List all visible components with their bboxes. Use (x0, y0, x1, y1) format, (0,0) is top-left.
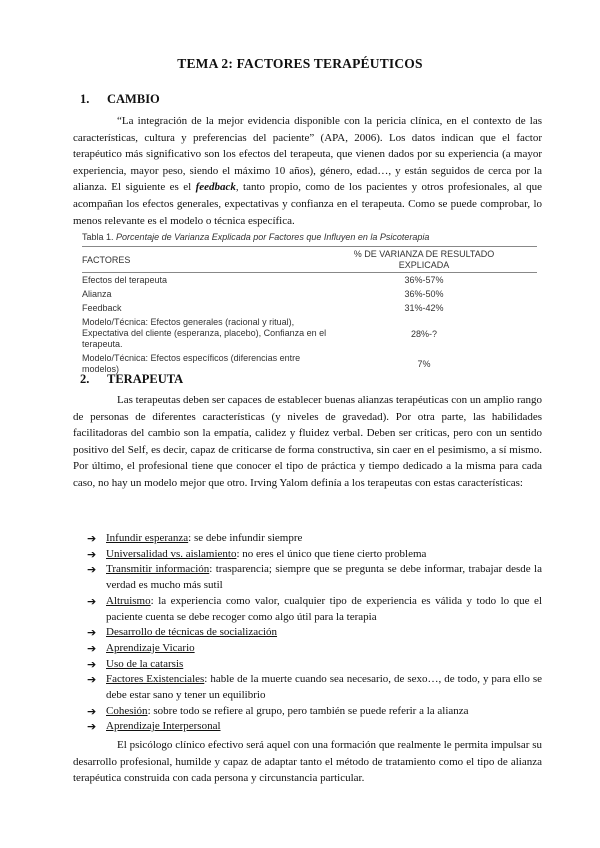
list-item-desc: : se debe infundir siempre (188, 532, 303, 544)
section-number: 1. (80, 92, 90, 106)
list-item-term: Cohesión (106, 704, 148, 717)
arrow-right-icon: ➔ (87, 563, 97, 577)
terapeuta-text-1: Las terapeutas deben ser capaces de establecer buenas alianzas terapéuticas con un amplio rango de personas de diferentes características (y niveles de gravedad). Por otra parte, las habilidades facilitadoras del cambio son la empatía, calidez y fluidez verbal. Deben ser críticas, pero con un sentido positivo del Self, es decir, capaz de criticarse de forma constructiva, sin caer en el pesimismo, a sí mismo. Por último, el profesional tiene que conocer el tipo de práctica y tiempo dedicado a la misma para cada caso, no hay un modelo mejor que otro. Irving Yalom definía a los terapeutas con estas características: (73, 394, 542, 489)
list-item (87, 562, 542, 593)
arrow-right-icon: ➔ (87, 594, 97, 608)
cambio-emphasis: feedback (195, 181, 236, 194)
list-item-desc: : no eres el único que tiene cierto problema (236, 547, 427, 560)
list-item (87, 672, 542, 703)
section-title: TERAPEUTA (107, 372, 184, 386)
table-cell-factor: Efectos del terapeuta (82, 275, 168, 285)
table-cell-value: 36%-50% (404, 289, 444, 299)
list-item (87, 657, 542, 673)
section-title: CAMBIO (107, 92, 160, 106)
terapeuta-paragraph-1 (73, 392, 542, 492)
list-item-term: Altruismo (106, 594, 151, 607)
page-title: TEMA 2: FACTORES TERAPÉUTICOS (177, 56, 423, 71)
list-item-term: Desarrollo de técnicas de socialización (106, 626, 278, 639)
table-cell-factor: Modelo/Técnica: Efectos generales (racional y ritual), Expectativa del cliente (esperanza, placebo), Confianza en el terapeuta. (82, 317, 327, 349)
cambio-paragraph (73, 113, 542, 229)
list-item-desc: : sobre todo se refiere al grupo, pero también se puede referir a la alianza (147, 704, 469, 717)
table-cell-factor: Feedback (82, 303, 122, 313)
table-cell-value: 36%-57% (404, 275, 444, 285)
table-cell-value: 31%-42% (404, 303, 444, 313)
list-item-term: Uso de la catarsis (106, 657, 184, 670)
arrow-right-icon: ➔ (87, 641, 97, 655)
table-caption (82, 232, 429, 242)
list-item (87, 547, 542, 563)
section-heading-terapeuta (80, 372, 183, 387)
table-cell-value: 7% (417, 359, 431, 369)
section-heading-cambio (80, 92, 160, 107)
table-caption-text: Porcentaje de Varianza Explicada por Factores que Influyen en la Psicoterapia (116, 232, 430, 242)
arrow-right-icon: ➔ (87, 626, 97, 640)
arrow-right-icon: ➔ (87, 547, 97, 561)
list-item-term: Universalidad vs. aislamiento (106, 547, 237, 560)
list-item-term: Factores Existenciales (106, 673, 205, 686)
table-cell-factor: Modelo/Técnica: Efectos específicos (diferencias entre modelos) (82, 353, 301, 374)
arrow-right-icon: ➔ (87, 532, 97, 545)
cambio-text-a: “La integración de la mejor evidencia disponible con la pericia clínica, en el contexto de las características, cultura y preferencias del paciente” (APA, 2006). Los datos indican que el factor terapéutico más significativo son los efectos del terapeuta, que vienen dados por su experiencia (a mayor experiencia, mayor peso, siendo el máximo 10 años), género, edad…, y están seguidos de cerca por la alianza. El siguiente es el (73, 115, 542, 194)
table-header-factor: FACTORES (82, 255, 131, 265)
list-item-term: Transmitir información (106, 563, 210, 576)
list-item-desc: : hable de la muerte cuando sea necesario, de sexo…, de todo, y para ello se debe estar sano y tener un equilibrio (106, 673, 542, 702)
table-caption-number: Tabla 1. (82, 232, 114, 242)
list-item (87, 704, 542, 720)
table-cell-value: 28%-? (410, 329, 437, 339)
terapeuta-paragraph-2 (73, 737, 542, 787)
list-item-term: Aprendizaje Interpersonal (106, 720, 221, 733)
table-cell-factor: Alianza (82, 289, 112, 299)
arrow-right-icon: ➔ (87, 673, 97, 687)
section-number: 2. (80, 372, 90, 386)
table-header-value: % DE VARIANZA DE RESULTADO EXPLICADA (353, 249, 495, 270)
list-item (87, 531, 542, 547)
list-item (87, 594, 542, 625)
characteristics-list (87, 531, 542, 735)
table-rule-header (82, 272, 537, 273)
table-rule-top (82, 246, 537, 247)
list-item (87, 719, 542, 735)
list-item-term: Infundir esperanza (106, 532, 189, 544)
factors-table (82, 246, 537, 378)
arrow-right-icon: ➔ (87, 657, 97, 671)
terapeuta-text-2: El psicólogo clínico efectivo será aquel con una formación que realmente le permita impulsar su desarrollo profesional, humilde y capaz de adaptar tanto el método de tratamiento como el tipo de alianza terapéutica construida con cada persona y circunstancia particular. (73, 739, 542, 785)
list-item-term: Aprendizaje Vicario (106, 641, 195, 654)
list-item (87, 625, 542, 641)
arrow-right-icon: ➔ (87, 720, 97, 734)
arrow-right-icon: ➔ (87, 704, 97, 718)
list-item (87, 641, 542, 657)
list-item-desc: : trasparencia; siempre que se pregunta se debe informar, trabajar desde la verdad es mucho más sutil (106, 563, 542, 592)
cambio-text-b: , tanto propio, como de los pacientes y otros profesionales, al que acompañan los efectos generales, expectativas y confianza en el terapeuta. Como se puede comprobar, lo menos relevante es el modelo o técnica específica. (73, 181, 542, 227)
list-item-desc: : la experiencia como valor, cualquier tipo de experiencia es válida y todo lo que el paciente cuenta se debe recoger como algo útil para la terapia (106, 594, 542, 623)
